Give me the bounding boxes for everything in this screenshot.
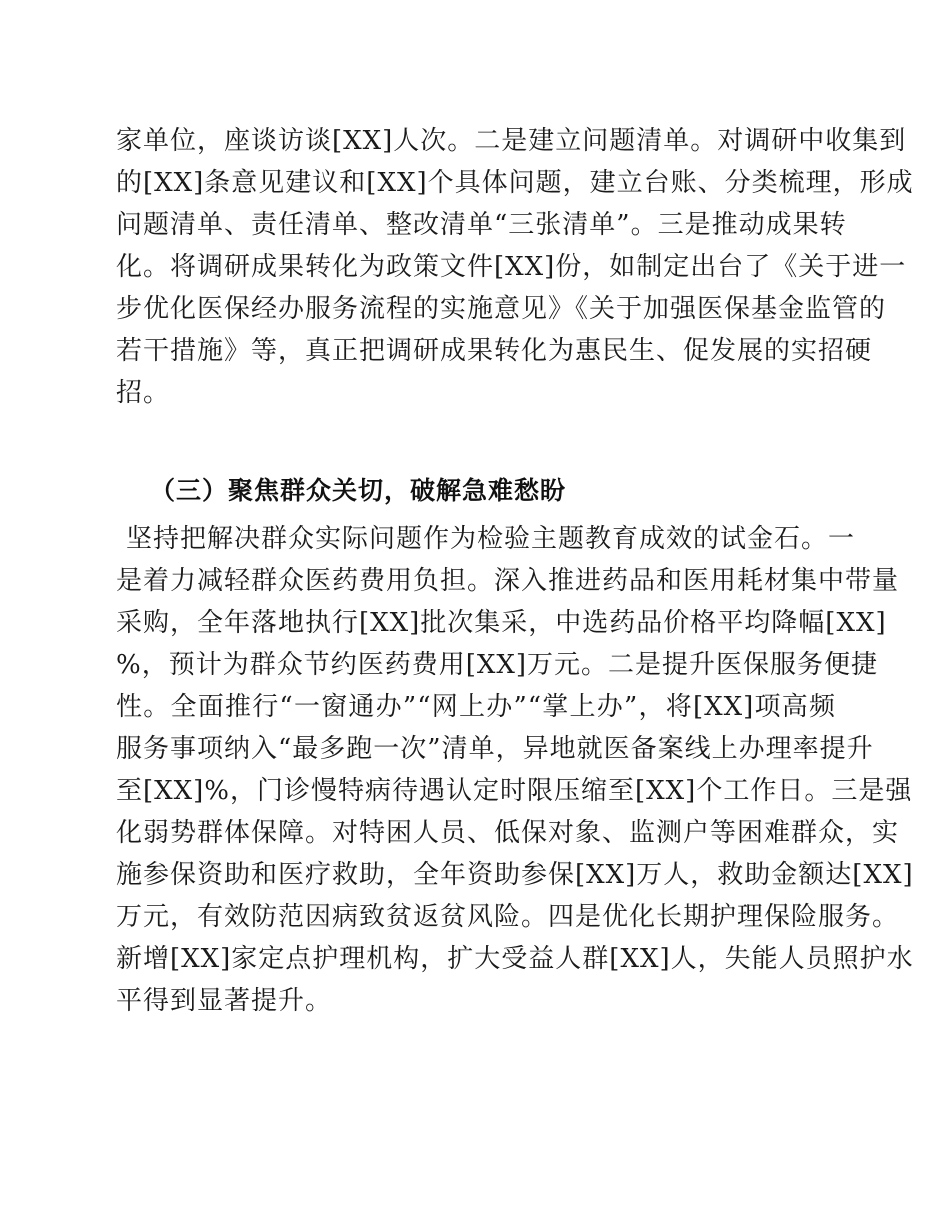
paragraph-line: 服务事项纳入“最多跑一次”清单，异地就医备案线上办理率提升 bbox=[116, 734, 874, 764]
paragraph-line: 新增[XX]家定点护理机构，扩大受益人群[XX]人，失能人员照护水 bbox=[116, 944, 914, 974]
paragraph-line: 家单位，座谈访谈[XX]人次。二是建立问题清单。对调研中收集到 bbox=[116, 126, 907, 156]
paragraph-line: 招。 bbox=[116, 378, 171, 408]
paragraph-line: 性。全面推行“一窗通办”“网上办”“掌上办”，将[XX]项高频 bbox=[116, 692, 836, 722]
paragraph-line: 万元，有效防范因病致贫返贫风险。四是优化长期护理保险服务。 bbox=[116, 902, 900, 932]
paragraph-line: 步优化医保经办服务流程的实施意见》《关于加强医保基金监管的 bbox=[116, 294, 887, 324]
paragraph-line: %，预计为群众节约医药费用[XX]万元。二是提升医保服务便捷 bbox=[116, 650, 879, 680]
paragraph-line: 平得到显著提升。 bbox=[116, 986, 333, 1016]
paragraph-line: 问题清单、责任清单、整改清单“三张清单”。三是推动成果转 bbox=[116, 210, 847, 240]
paragraph-research-results bbox=[116, 120, 914, 414]
paragraph-line: 采购，全年落地执行[XX]批次集采，中选药品价格平均降幅[XX] bbox=[116, 608, 887, 638]
paragraph-line: 坚持把解决群众实际问题作为检验主题教育成效的试金石。一 bbox=[126, 524, 856, 554]
section-heading: （三）聚焦群众关切，破解急难愁盼 bbox=[150, 476, 567, 505]
paragraph-line: 化弱势群体保障。对特困人员、低保对象、监测户等困难群众，实 bbox=[116, 818, 900, 848]
paragraph-line: 若干措施》等，真正把调研成果转化为惠民生、促发展的实招硬 bbox=[116, 336, 873, 366]
paragraph-public-concerns bbox=[116, 518, 914, 1022]
paragraph-line: 是着力减轻群众医药费用负担。深入推进药品和医用耗材集中带量 bbox=[116, 566, 900, 596]
paragraph-line: 至[XX]%，门诊慢特病待遇认定时限压缩至[XX]个工作日。三是强 bbox=[116, 776, 913, 806]
paragraph-line: 的[XX]条意见建议和[XX]个具体问题，建立台账、分类梳理，形成 bbox=[116, 168, 914, 198]
paragraph-line: 施参保资助和医疗救助，全年资助参保[XX]万人，救助金额达[XX] bbox=[116, 860, 914, 890]
paragraph-line: 化。将调研成果转化为政策文件[XX]份，如制定出台了《关于进一 bbox=[116, 252, 907, 282]
